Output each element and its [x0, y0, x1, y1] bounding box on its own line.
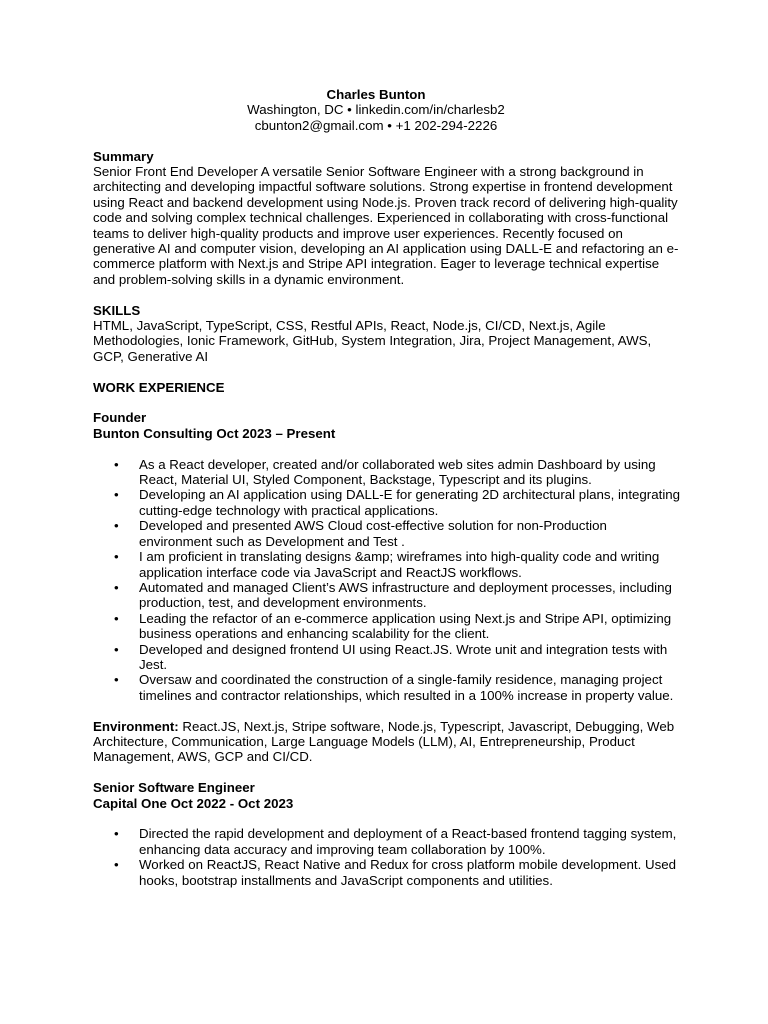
spacer — [93, 395, 683, 410]
email-phone-line: cbunton2@gmail.com • +1 202-294-2226 — [254, 117, 498, 133]
bullet-text: Oversaw and coordinated the construction of a single-family residence, managing project timelines and contractor relationships, which resulted in a 100% increase in property value. — [139, 672, 674, 703]
list-item — [93, 611, 683, 642]
bullet-text: Automated and managed Client’s AWS infrastructure and deployment processes, including production, test, and development environments. — [139, 579, 672, 611]
list-item — [93, 457, 683, 488]
spacer — [93, 364, 683, 379]
work-experience-heading: WORK EXPERIENCE — [93, 379, 225, 395]
bullet-text: I am proficient in translating designs &amp; wireframes into high-quality code and writing application interface code via JavaScript and ReactJS workflows. — [139, 549, 660, 580]
list-item — [93, 672, 683, 703]
bullet-text: Developed and presented AWS Cloud cost-effective solution for non-Production environment such as Development and Test . — [139, 518, 607, 549]
bullet-icon: • — [114, 518, 119, 534]
job-company-dates: Bunton Consulting Oct 2023 – Present — [93, 425, 336, 441]
spacer — [93, 703, 683, 718]
job-title: Senior Software Engineer — [93, 780, 255, 796]
bullet-text: Leading the refactor of an e-commerce application using Next.js and Stripe API, optimizing business operations and enhancing scalability for the client. — [139, 610, 672, 642]
bullet-text: Worked on ReactJS, React Native and Redux for cross platform mobile development. Used hooks, bootstrap installments and JavaScript components and utilities. — [139, 857, 677, 888]
work-experience-section — [93, 380, 683, 888]
list-item — [93, 580, 683, 611]
list-item — [93, 826, 683, 857]
spacer — [93, 811, 683, 826]
spacer — [93, 133, 683, 148]
location-linkedin-line: Washington, DC • linkedin.com/in/charlesb2 — [247, 102, 505, 118]
bullet-icon: • — [114, 549, 119, 565]
environment-text: React.JS, Next.js, Stripe software, Node.js, Typescript, Javascript, Debugging, Web Architecture, Communication, Large Language Models (LLM), AI, Entrepreneurship, Product Management, AWS, GCP and CI/CD. — [93, 718, 675, 765]
bullet-icon: • — [114, 456, 119, 472]
spacer — [93, 441, 683, 456]
list-item — [93, 518, 683, 549]
job-environment — [93, 719, 683, 765]
bullet-icon: • — [114, 641, 119, 657]
summary-section — [93, 149, 683, 288]
candidate-name: Charles Bunton — [326, 87, 426, 102]
spacer — [93, 287, 683, 302]
resume-header — [81, 87, 671, 133]
bullet-text: Developing an AI application using DALL-E for generating 2D architectural plans, integrating cutting-edge technology with practical applications. — [139, 487, 681, 518]
job-bullet-list — [93, 457, 683, 704]
bullet-icon: • — [114, 826, 119, 842]
skills-text: HTML, JavaScript, TypeScript, CSS, Restful APIs, React, Node.js, CI/CD, Next.js, Agile Methodologies, Ionic Framework, GitHub, System Integration, Jira, Project Management, AWS, GCP, Generative AI — [93, 318, 652, 364]
bullet-text: Developed and designed frontend UI using React.JS. Wrote unit and integration tests with Jest. — [139, 641, 668, 672]
job-entry — [93, 780, 683, 888]
skills-heading: SKILLS — [93, 302, 141, 318]
job-title: Founder — [93, 410, 147, 426]
bullet-icon: • — [114, 487, 119, 503]
bullet-text: Directed the rapid development and deployment of a React-based frontend tagging system, enhancing data accuracy and improving team collaboration by 100%. — [139, 826, 677, 857]
job-bullet-list — [93, 826, 683, 888]
job-entry — [93, 410, 683, 764]
resume-page — [93, 87, 683, 888]
bullet-icon: • — [114, 610, 119, 626]
summary-heading: Summary — [93, 148, 154, 164]
bullet-text: As a React developer, created and/or collaborated web sites admin Dashboard by using React, Material UI, Styled Component, Backstage, Typescript and its plugins. — [139, 456, 656, 488]
summary-text: Senior Front End Developer A versatile Senior Software Engineer with a strong background in architecting and developing impactful software solutions. Strong expertise in frontend development using React and backend development using Node.js. Proven track record of delivering high-quality code and solving complex technical challenges. Experienced in collaborating with cross-functional teams to deliver high-quality products and improve user experiences. Recently focused on generative AI and computer vision, developing an AI application using DALL-E and refactoring an e-commerce platform with Next.js and Stripe API integration. Eager to leverage technical expertise and problem-solving skills in a dynamic environment. — [93, 164, 679, 287]
spacer — [93, 765, 683, 780]
bullet-icon: • — [114, 857, 119, 873]
list-item — [93, 642, 683, 673]
bullet-icon: • — [114, 579, 119, 595]
environment-label: Environment: — [93, 718, 179, 734]
list-item — [93, 487, 683, 518]
skills-section — [93, 303, 683, 365]
bullet-icon: • — [114, 672, 119, 688]
list-item — [93, 857, 683, 888]
list-item — [93, 549, 683, 580]
job-company-dates: Capital One Oct 2022 - Oct 2023 — [93, 795, 294, 811]
